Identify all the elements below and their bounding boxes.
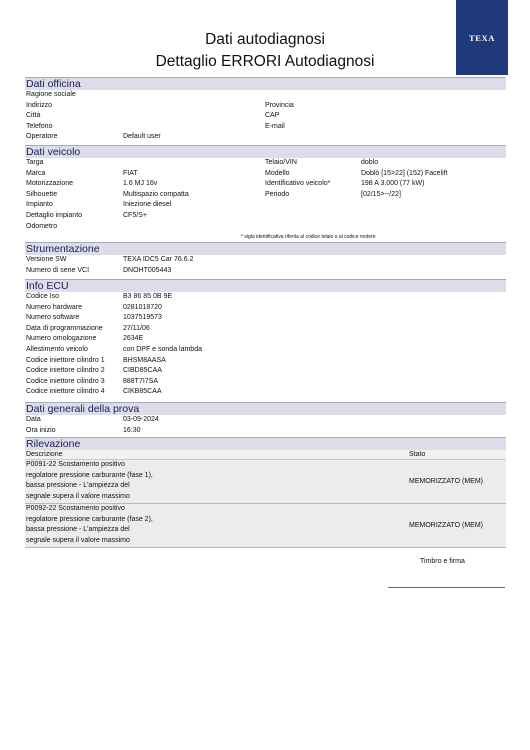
ecu-row [25, 356, 506, 367]
ecu-label: Codice iniettore cilindro 3 [26, 377, 105, 385]
error-desc-line: P0092-22 Scostamento positivo [26, 504, 125, 512]
value-identificativo: 198 A 3.000 (77 kW) [361, 180, 425, 188]
row-indirizzo [25, 101, 506, 112]
error-desc-line: P0091-22 Scostamento positivo [26, 461, 125, 468]
ecu-label: Codice Iso [26, 293, 60, 300]
value-ora-inizio: 16:30 [123, 426, 141, 434]
value-dettaglio-impianto: CF5/S+ [123, 211, 147, 219]
value-telaio: doblo [361, 159, 379, 166]
row-ragione-sociale [25, 90, 506, 101]
value-modello: Doblò [15>22] (152) Facelift [361, 169, 448, 177]
logo-text: TEXA [468, 32, 496, 43]
ecu-label: Data di programmazione [26, 324, 103, 332]
label-citta: Città [26, 112, 41, 120]
row-ora-inizio [25, 426, 506, 437]
section-dati-veicolo [25, 145, 506, 232]
label-cap: CAP [265, 112, 280, 120]
signature-line [388, 587, 505, 588]
ecu-label: Numero software [26, 314, 80, 322]
error-status: MEMORIZZATO (MEM) [409, 521, 484, 529]
label-motorizzazione: Motorizzazione [26, 180, 74, 188]
column-header-descrizione: Descrizione [26, 451, 63, 458]
row-silhouette [25, 190, 506, 201]
ecu-row [25, 377, 506, 388]
ecu-label: Codice iniettore cilindro 2 [26, 367, 105, 375]
value-operatore: Default user [123, 133, 161, 141]
ecu-value: 2634E [123, 335, 144, 343]
label-odometro: Odometro [26, 222, 58, 230]
label-operatore: Operatore [26, 133, 58, 141]
value-motorizzazione: 1.6 MJ 16v [123, 180, 158, 188]
error-desc-line: segnale supera il valore massimo [26, 536, 130, 544]
ecu-label: Allestimento veicolo [26, 345, 88, 353]
section-title-ecu: Info ECU [25, 279, 506, 292]
page-header [0, 0, 530, 78]
ecu-value: CIBD85CAA [123, 367, 162, 375]
section-strumentazione [25, 242, 506, 276]
value-periodo: [02/15>--/22] [361, 190, 401, 198]
table-header [25, 450, 506, 460]
vehicle-id-note: * sigla identificativa riferita al codice telaio o al codice motore [241, 234, 376, 240]
ecu-value: 1037519573 [123, 314, 162, 322]
error-description [25, 504, 175, 547]
value-data: 03-09-2024 [123, 416, 159, 423]
section-info-ecu [25, 279, 506, 398]
row-impianto [25, 200, 506, 211]
row-data [25, 415, 506, 426]
row-marca [25, 169, 506, 180]
page-subtitle: Dettaglio ERRORI Autodiagnosi [155, 53, 375, 70]
ecu-value: 27/11/06 [123, 324, 150, 332]
label-email: E-mail [265, 122, 285, 130]
ecu-value: 888T7I7SA [123, 377, 159, 385]
ecu-row [25, 313, 506, 324]
ecu-value: 0281018720 [123, 303, 162, 311]
error-desc-line: segnale supera il valore massimo [26, 493, 130, 501]
ecu-row [25, 324, 506, 335]
section-title-officina: Dati officina [25, 77, 506, 90]
label-ora-inizio: Ora inizio [26, 426, 56, 434]
row-operatore [25, 132, 506, 143]
ecu-label: Numero hardware [26, 303, 83, 311]
section-title-strumentazione: Strumentazione [25, 242, 506, 255]
ecu-value: CIKB85CAA [123, 388, 162, 396]
value-marca: FIAT [123, 169, 138, 177]
ecu-value: BHSM8AASA [123, 356, 166, 364]
table-row[interactable] [25, 460, 506, 504]
label-periodo: Periodo [265, 190, 290, 198]
ecu-label: Numero omologazione [26, 335, 97, 343]
label-marca: Marca [26, 169, 46, 177]
ecu-value: B3 86 85 0B 9E [123, 293, 173, 300]
section-dati-officina [25, 77, 506, 143]
ecu-row [25, 334, 506, 345]
label-data: Data [26, 416, 41, 423]
label-versione-sw: Versione SW [26, 256, 67, 263]
row-dettaglio-impianto [25, 211, 506, 222]
label-dettaglio-impianto: Dettaglio impianto [26, 211, 83, 219]
texa-logo [456, 0, 508, 75]
value-impianto: Iniezione diesel [123, 201, 172, 209]
ecu-label: Codice iniettore cilindro 1 [26, 356, 105, 364]
ecu-row [25, 366, 506, 377]
label-impianto: Impianto [26, 201, 53, 209]
ecu-row [25, 387, 506, 398]
column-header-stato: Stato [409, 451, 426, 458]
value-versione-sw: TEXA IDC5 Car 76.6.2 [123, 256, 194, 263]
ecu-value: con DPF e sonda lambda [123, 345, 202, 353]
section-dati-prova [25, 402, 506, 436]
row-motorizzazione [25, 179, 506, 190]
stamp-signature-label: Timbro e firma [420, 558, 465, 565]
row-telefono [25, 122, 506, 133]
row-citta [25, 111, 506, 122]
error-desc-line: bassa pressione - L'ampiezza del [26, 526, 130, 534]
label-numero-serie: Numero di serie VCI [26, 266, 90, 274]
section-title-rilevazione: Rilevazione [25, 437, 506, 450]
label-targa: Targa [26, 159, 44, 166]
error-description [25, 460, 175, 503]
label-telefono: Telefono [26, 122, 53, 130]
label-telaio: Telaio/VIN [265, 159, 297, 166]
label-silhouette: Silhouette [26, 190, 58, 198]
section-title-veicolo: Dati veicolo [25, 145, 506, 158]
label-ragione-sociale: Ragione sociale [26, 91, 76, 98]
value-numero-serie: DNOHT005443 [123, 266, 172, 274]
ecu-label: Codice iniettore cilindro 4 [26, 388, 105, 396]
ecu-row [25, 303, 506, 314]
table-row[interactable] [25, 504, 506, 548]
row-odometro [25, 222, 506, 233]
section-title-prova: Dati generali della prova [25, 402, 506, 415]
row-versione-sw [25, 255, 506, 266]
page-title: Dati autodiagnosi [205, 31, 325, 48]
value-silhouette: Multispazio compatta [123, 190, 189, 198]
label-identificativo: Identificativo veicolo* [265, 180, 331, 188]
ecu-row [25, 345, 506, 356]
label-provincia: Provincia [265, 101, 294, 109]
error-status: MEMORIZZATO (MEM) [409, 477, 484, 485]
label-indirizzo: Indirizzo [26, 101, 53, 109]
row-targa [25, 158, 506, 169]
label-modello: Modello [265, 169, 290, 177]
ecu-row [25, 292, 506, 303]
error-desc-line: regolatore pressione carburante (fase 1), [26, 471, 153, 479]
row-numero-serie [25, 266, 506, 277]
error-desc-line: bassa pressione - L'ampiezza del [26, 482, 130, 490]
error-desc-line: regolatore pressione carburante (fase 2), [26, 515, 153, 523]
section-rilevazione [25, 437, 506, 548]
